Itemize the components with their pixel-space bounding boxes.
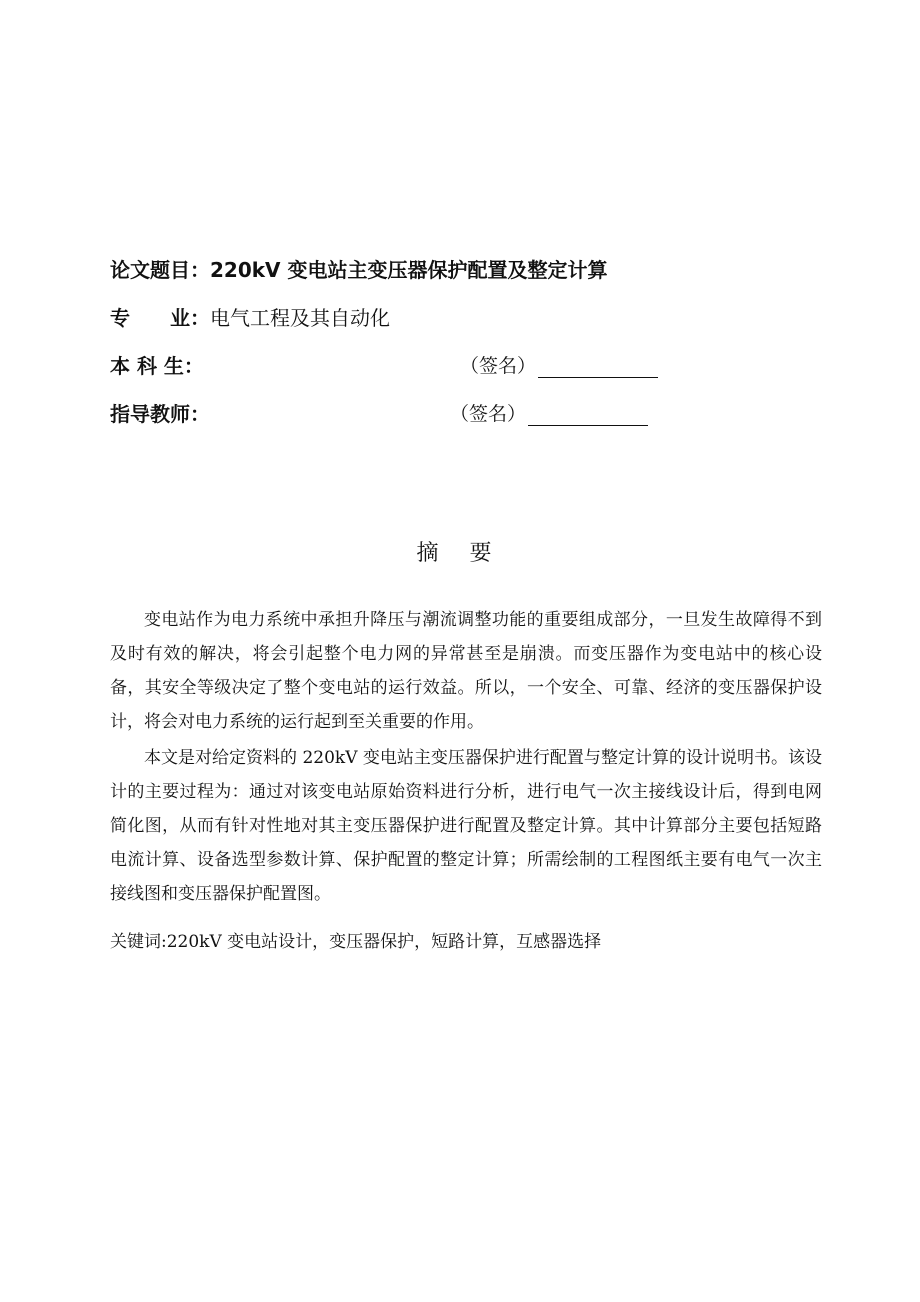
major-label: 专 业：	[110, 306, 210, 330]
advisor-label: 指导教师：	[110, 402, 210, 426]
student-row	[110, 350, 670, 382]
major-value: 电气工程及其自动化	[210, 306, 390, 330]
student-signature-line	[538, 357, 658, 378]
thesis-title-row	[110, 254, 608, 286]
advisor-row	[110, 398, 670, 430]
student-signature	[460, 350, 658, 382]
thesis-title-value: 220kV 变电站主变压器保护配置及整定计算	[210, 258, 608, 282]
keywords-label: 关键词:	[110, 932, 167, 952]
keywords-value: 220kV 变电站设计，变压器保护，短路计算，互感器选择	[166, 932, 602, 952]
thesis-title-label: 论文题目：	[110, 258, 210, 282]
advisor-signature	[450, 398, 648, 430]
keywords-line	[110, 927, 601, 957]
student-label: 本 科 生：	[110, 354, 204, 378]
major-row	[110, 302, 390, 334]
student-signature-label: （签名）	[460, 355, 537, 377]
abstract-heading: 摘 要	[416, 541, 504, 566]
abstract-paragraph-1: 变电站作为电力系统中承担升降压与潮流调整功能的重要组成部分，一旦发生故障得不到及时有效的解决，将会引起整个电力网的异常甚至是崩溃。而变压器作为变电站中的核心设备，其安全等级决定了整个变电站的运行效益。所以，一个安全、可靠、经济的变压器保护设计，将会对电力系统的运行起到至关重要的作用。	[110, 610, 822, 732]
advisor-signature-line	[528, 405, 648, 426]
advisor-signature-label: （签名）	[450, 403, 527, 425]
abstract-paragraph-2: 本文是对给定资料的 220kV 变电站主变压器保护进行配置与整定计算的设计说明书。该设计的主要过程为：通过对该变电站原始资料进行分析，进行电气一次主接线设计后，得到电网简化图，从而有针对性地对其主变压器保护进行配置及整定计算。其中计算部分主要包括短路电流计算、设备选型参数计算、保护配置的整定计算；所需绘制的工程图纸主要有电气一次主接线图和变压器保护配置图。	[110, 748, 822, 904]
